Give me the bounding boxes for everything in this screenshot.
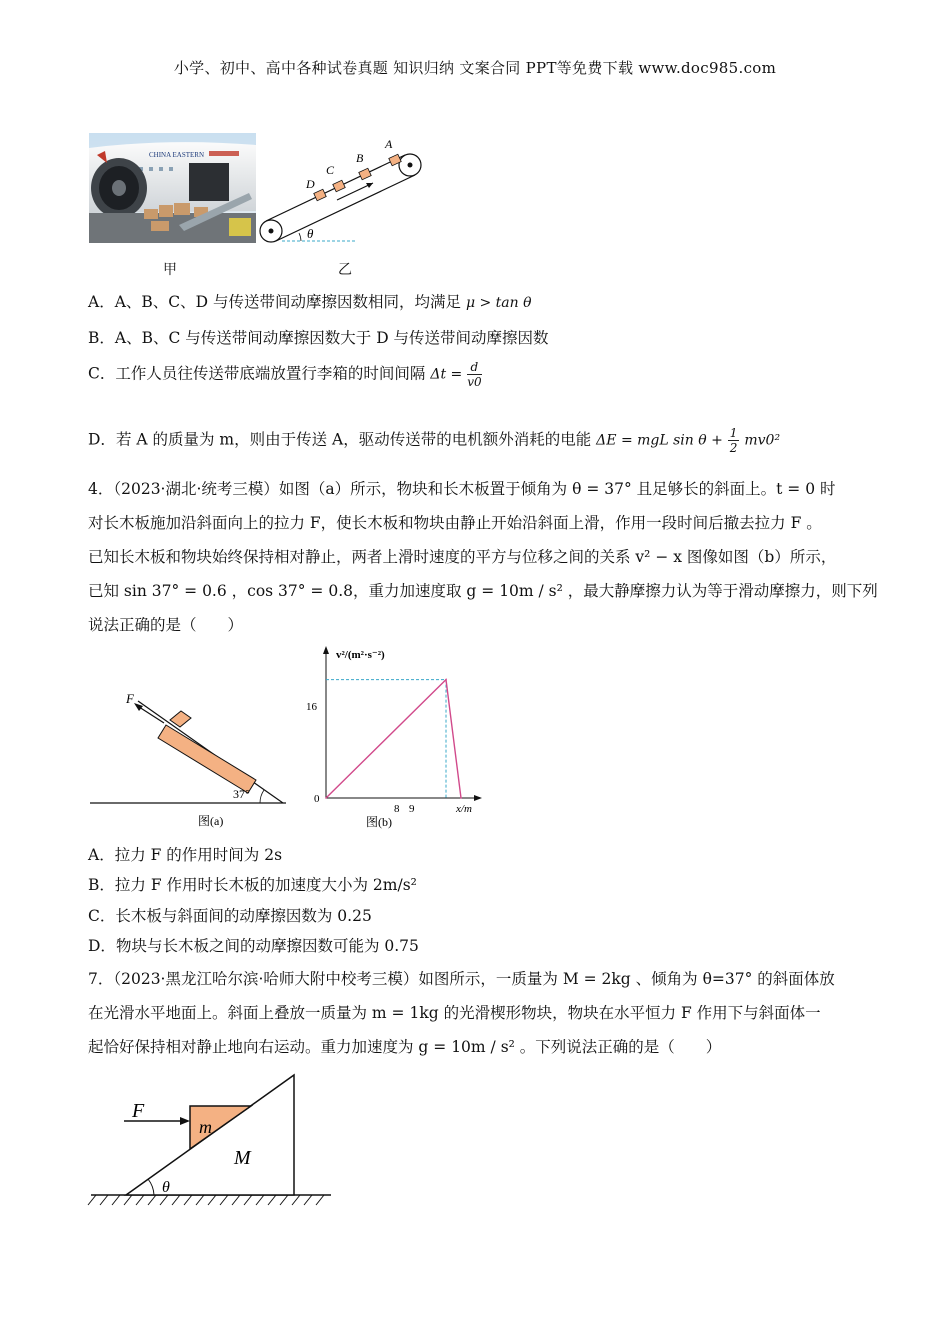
v2-x-chart-svg bbox=[296, 640, 496, 830]
q7-line-2: 在光滑水平地面上。斜面上叠放一质量为 m = 1kg 的光滑楔形物块，物块在水平恒力 F 作用下与斜面体一 bbox=[88, 1004, 821, 1022]
wedge-on-incline-diagram bbox=[86, 1065, 336, 1215]
q4-option-b bbox=[88, 873, 417, 895]
frac-den: 2 bbox=[729, 441, 738, 455]
q3-option-a bbox=[88, 290, 532, 312]
conveyor-label-a: A bbox=[385, 137, 393, 151]
frac-num: d bbox=[467, 360, 481, 375]
option-prefix: C． bbox=[88, 364, 116, 383]
airplane-photo bbox=[89, 133, 256, 243]
chart-origin-label: 0 bbox=[314, 793, 320, 805]
frac-den: v0 bbox=[467, 375, 482, 389]
option-prefix: A． bbox=[88, 293, 115, 311]
airplane-photo-drawing bbox=[89, 133, 256, 243]
option-text: 若 A 的质量为 m，则由于传送 A，驱动传送带的电机额外消耗的电能 bbox=[115, 430, 592, 449]
chart-point-0 bbox=[325, 797, 327, 799]
wedge-small-mass-label: m bbox=[199, 1117, 212, 1137]
q3-option-c bbox=[88, 360, 482, 389]
chart-x-tick-9: 9 bbox=[409, 803, 415, 815]
conveyor-diagram bbox=[255, 130, 425, 246]
chart-point-2 bbox=[460, 797, 462, 799]
q7-line-1: 7．（2023·黑龙江哈尔滨·哈师大附中校考三模）如图所示，一质量为 M = 2kg 、倾角为 θ=37° 的斜面体放 bbox=[88, 970, 835, 988]
chart-x-tick-8: 8 bbox=[394, 803, 400, 815]
conveyor-angle-label: θ bbox=[307, 226, 314, 241]
option-text: A、B、C 与传送带间动摩擦因数大于 D 与传送带间动摩擦因数 bbox=[114, 329, 549, 347]
chart-point-1 bbox=[445, 679, 447, 681]
wedge-force-label: F bbox=[132, 1100, 145, 1122]
conveyor-label-d: D bbox=[306, 177, 315, 191]
wedge-large-mass-label: M bbox=[234, 1147, 251, 1169]
option-prefix: D． bbox=[88, 430, 116, 449]
incline-force-label: F bbox=[126, 691, 134, 706]
conveyor-drawing bbox=[255, 130, 425, 246]
q4-line-3: 已知长木板和物块始终保持相对静止，两者上滑时速度的平方与位移之间的关系 v² − x 图像如图（b）所示， bbox=[88, 548, 837, 566]
chart-y-axis-label: v²/(m²·s⁻²) bbox=[336, 649, 385, 661]
chart-series-line bbox=[326, 680, 461, 798]
incline-board-drawing bbox=[88, 685, 288, 830]
option-prefix: D． bbox=[88, 937, 116, 955]
option-prefix: A． bbox=[88, 846, 115, 864]
option-math: μ > tan θ bbox=[465, 295, 532, 311]
chart-x-axis-label: x/m bbox=[456, 803, 472, 815]
chart-y-tick-16: 16 bbox=[306, 701, 317, 713]
option-text: A、B、C、D 与传送带间动摩擦因数相同，均满足 bbox=[114, 293, 462, 311]
option-math-tail: mv0² bbox=[744, 432, 781, 449]
option-text: 物块与长木板之间的动摩擦因数可能为 0.75 bbox=[115, 937, 419, 955]
q3-option-b bbox=[88, 326, 549, 348]
option-text: 长木板与斜面间的动摩擦因数为 0.25 bbox=[115, 907, 372, 925]
figure-yi-label: 乙 bbox=[338, 262, 352, 278]
photo-airline-text: CHINA EASTERN bbox=[149, 151, 205, 159]
wedge-drawing bbox=[86, 1065, 336, 1215]
option-text: 工作人员往传送带底端放置行李箱的时间间隔 bbox=[115, 364, 426, 383]
incline-angle-label: 37° bbox=[233, 787, 250, 801]
option-text: 拉力 F 作用时长木板的加速度大小为 2m/s² bbox=[114, 876, 417, 894]
figure-jia-label: 甲 bbox=[163, 262, 177, 278]
q4-option-c bbox=[88, 904, 372, 926]
q4-line-2: 对长木板施加沿斜面向上的拉力 F，使长木板和物块由静止开始沿斜面上滑，作用一段时间后撤去拉力 F 。 bbox=[88, 514, 822, 532]
figure-a-caption: 图(a) bbox=[198, 814, 224, 828]
figure-b-caption: 图(b) bbox=[366, 815, 392, 829]
option-fraction bbox=[467, 360, 481, 389]
option-math: Δt = bbox=[430, 366, 463, 383]
wedge-angle-label: θ bbox=[162, 1179, 170, 1196]
q4-line-4: 已知 sin 37° = 0.6 ，cos 37° = 0.8，重力加速度取 g = 10m / s² ，最大静摩擦力认为等于滑动摩擦力，则下列 bbox=[88, 582, 878, 600]
v2-x-chart bbox=[296, 640, 496, 830]
option-prefix: B． bbox=[88, 329, 115, 347]
incline-board-diagram bbox=[88, 685, 288, 830]
conveyor-label-c: C bbox=[326, 163, 335, 177]
q3-option-d bbox=[88, 426, 780, 455]
option-text: 拉力 F 的作用时间为 2s bbox=[114, 846, 283, 864]
q4-line-5: 说法正确的是（ ） bbox=[88, 616, 244, 634]
option-prefix: B． bbox=[88, 876, 115, 894]
option-math: ΔE = mgL sin θ + bbox=[596, 432, 723, 449]
q7-line-3: 起恰好保持相对静止地向右运动。重力加速度为 g = 10m / s² 。下列说法正确的是（ ） bbox=[88, 1038, 722, 1056]
q4-option-d bbox=[88, 934, 419, 956]
q4-line-1: 4．（2023·湖北·统考三模）如图（a）所示，物块和长木板置于倾角为 θ = 37° 且足够长的斜面上。t = 0 时 bbox=[88, 480, 836, 498]
option-prefix: C． bbox=[88, 907, 116, 925]
frac-num: 1 bbox=[729, 426, 738, 440]
conveyor-label-b: B bbox=[356, 151, 364, 165]
page-header: 小学、初中、高中各种试卷真题 知识归纳 文案合同 PPT等免费下载 www.doc985.com bbox=[173, 59, 777, 77]
q4-option-a bbox=[88, 843, 282, 865]
option-fraction bbox=[728, 426, 740, 455]
